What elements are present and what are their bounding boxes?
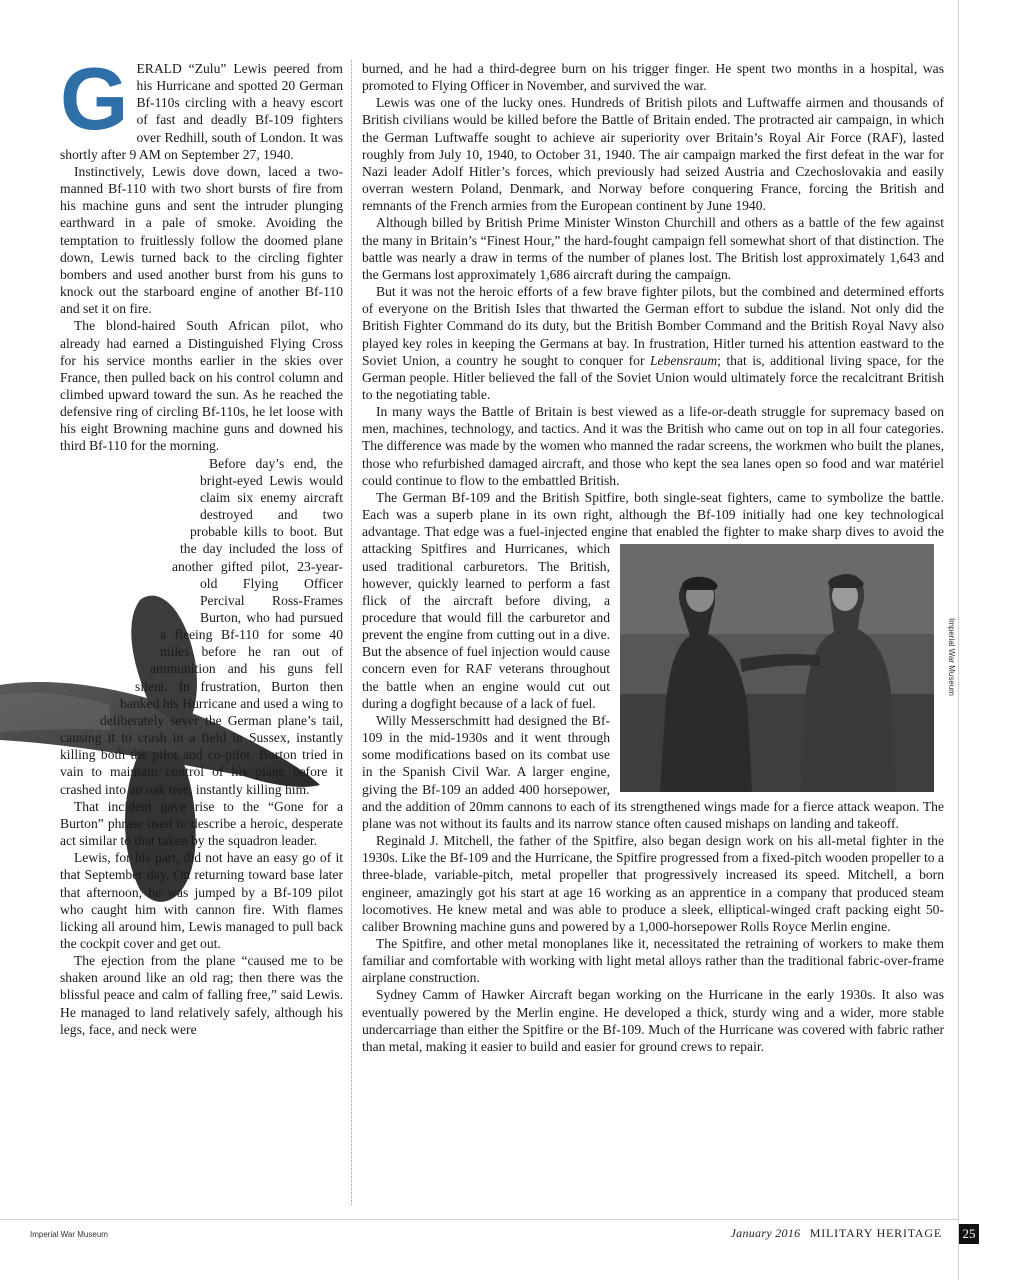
article-paragraph-13: The German Bf-109 and the British Spitfire, both single-seat fighters, came to symbolize the battle. Each was a superb plane in its own right, although the Bf-109 initially had one key technological advantage. That edge was a fuel-injected engine that enabled the fighter to make sharp dives to avoid the attacking Spitfires and Hurricanes, Imperial War Museum which used traditional carburetors. The British, however, quickly learned to perform a fast flick of the aircraft before diving, a procedure that would fill the carburetor and prevent the engine from cutting out in a dive. But the absence of fuel injection would cause concern even for RAF veterans throughout the battle when an engine would cut out during a dogfight because of a lack of fuel. — [362, 489, 944, 712]
article-paragraph-12: In many ways the Battle of Britain is best viewed as a life-or-death struggle for supremacy based on men, machines, technology, and tactics. And it was the British who came out on top in all four categories. The difference was made by the women who manned the radar screens, the workmen who built the planes, those who refurbished damaged aircraft, and those who kept the sea lanes open so food and war matériel could continue to flow to the embattled British. — [362, 404, 944, 488]
article-paragraph-1: GERALD “Zulu” Lewis peered from his Hurricane and spotted 20 German Bf-110s circling with a heavy escort of fast and deadly Bf-109 fighters over Redhill, south of London. It was shortly after 9 AM on September 27, 1940. — [60, 49, 343, 162]
footer-folio — [731, 1226, 942, 1241]
page-number: 25 — [959, 1224, 979, 1244]
article-paragraph-11: But it was not the heroic efforts of a few brave fighter pilots, but the combined and determined efforts of everyone on the British Isles that thwarted the German effort to subdue the island. Not only did the British Fighter Command do its duty, but the British Bomber Command and the British Royal Navy also played key roles in keeping the Germans at bay. In frustration, Hitler turned his attention eastward to the Soviet Union, a country he sought to conquer for Lebensraum; that is, additional living space, for the German people. Hitler believed the fall of the Soviet Union would ultimately force the recalcitrant British to the negotiating table. — [362, 284, 944, 402]
article-paragraph-3: The blond-haired South African pilot, who already had earned a Distinguished Flying Cross for his service months earlier in the skies over France, then pulled back on his control column and climbed upward toward the sun. As he reached the defensive ring of circling Bf-110s, he let loose with his eight Browning machine guns and downed his third Bf-110 for the morning. — [60, 318, 343, 454]
medal-ceremony-photo — [620, 544, 934, 792]
article-paragraph-16: The Spitfire, and other metal monoplanes like it, necessitated the retraining of workers to make them familiar and comfortable with working with light metal alloys rather than the traditional fabric-over-frame airplane construction. — [362, 935, 944, 986]
article-paragraph-2: Instinctively, Lewis dove down, laced a two-manned Bf-110 with two short bursts of fire from his machine guns and sent the intruder plunging earthward in a pale of smoke. Avoiding the temptation to fruitlessly follow the doomed plane down, Lewis turned back to the circling fighter bombers and used another burst from his guns to knock out the starboard engine of another Bf-110 and set it on fire. — [60, 163, 343, 317]
article-paragraph-10: Although billed by British Prime Minister Winston Churchill and others as a battle of the few against the many in Britain’s “Finest Hour,” the hard-fought campaign fell somewhat short of that distinction. The battle was nearly a draw in terms of the number of planes lost. The British lost approximately 1,643 and the Germans lost approximately 1,686 aircraft during the campaign. — [362, 215, 944, 282]
article-paragraph-6: Lewis, for his part, did not have an easy go of it that September day. On returning toward base later that afternoon, he was jumped by a Bf-109 pilot who caught him with cannon fire. With flames licking all around him, Lewis managed to pull back the cockpit cover and get out. — [60, 850, 343, 951]
footer-rule — [0, 1219, 958, 1220]
article-paragraph-17: Sydney Camm of Hawker Aircraft began working on the Hurricane in the early 1930s. It also was eventually powered by the Merlin engine. He developed a thick, sturdy wing and a wider, more stable undercarriage than either the Spitfire or the Bf-109. Much of the Hurricane was covered with fabric rather than metal, making it easier to build and easier for ground crews to repair. — [362, 987, 944, 1054]
photo-credit: Imperial War Museum — [947, 618, 956, 697]
photo-figure — [620, 544, 956, 792]
right-column — [362, 60, 956, 1055]
dropcap-letter: G — [60, 49, 129, 148]
issue-date: January 2016 — [730, 1226, 801, 1240]
footer-image-credit: Imperial War Museum — [30, 1230, 108, 1239]
article-paragraph-9: Lewis was one of the lucky ones. Hundreds of British pilots and Luftwaffe airmen and thousands of British civilians would be killed before the Battle of Britain ended. The protracted air campaign, in which the German Luftwaffe sought to achieve air superiority over Britain’s Royal Air Force (RAF), lasted roughly from July 10, 1940, to October 31, 1940. The air campaign marked the first defeat in the war for Nazi leader Adolf Hitler’s forces, which previously had seized Austria and Czechoslovakia and easily overran western Poland, Denmark, and Norway before conquering France, forcing the British and remnants of the French armies from the European continent by June 1940. — [362, 95, 944, 214]
article-paragraph-5: That incident gave rise to the “Gone for a Burton” phrase used to describe a heroic, desperate act similar to that taken by the squadron leader. — [60, 798, 343, 849]
article-paragraph-4: Before day’s end, the bright-eyed Lewis would claim six enemy aircraft destroyed and two probable kills to boot. But the day included the loss of another gifted pilot, 23-year-old Flying Officer Percival Ross-Frames Burton, who had pursued a fleeing Bf-110 for some 40 miles before he ran out of ammunition and his guns fell silent. In frustration, Burton then banked his Hurricane and used a wing to deliberately sever the German plane’s tail, causing it to crash in a field in Sussex, instantly killing both the pilot and co-pilot. Burton tried in vain to maintain control of his plane before it crashed into an oak tree, instantly killing him. — [60, 455, 343, 797]
article-paragraph-15: Reginald J. Mitchell, the father of the Spitfire, also began design work on his all-metal fighter in the 1930s. Like the Bf-109 and the Hurricane, the Spitfire progressed from a fixed-pitch wooden propeller to a three-blade, variable-pitch, metal propeller that progressively increased its speed. Mitchell, a born engineer, amazingly got his start at age 16 working as an apprentice in a company that produced steam locomotives. He knew metal and was able to produce a sleek, elliptical-winged craft packing eight 50-caliber Browning machine guns and powered by a 1,000-horsepower Rolls Royce Merlin engine. — [362, 833, 944, 934]
column-divider — [351, 60, 352, 1205]
article-paragraph-7: The ejection from the plane “caused me to be shaken around like an old rag; then there was the blissful peace and calm of falling free,” said Lewis. He managed to land relatively safely, although his legs, face, and neck were — [60, 953, 343, 1037]
article-paragraph-8: burned, and he had a third-degree burn on his trigger finger. He spent two months in a hospital, was promoted to Flying Officer in November, and survived the war. — [362, 61, 944, 94]
article-paragraph-14: Willy Messerschmitt had designed the Bf-109 in the mid-1930s and it went through some modifications based on its combat use in the Spanish Civil War. A larger engine, giving the Bf-109 an added 400 horsepower, and the addition of 20mm cannons to each of its strengthened wings made for a fierce attack weapon. The plane was not without its faults and its narrow stance often caused mishaps on landing and takeoff. — [362, 712, 944, 831]
left-column — [60, 49, 343, 1038]
magazine-name: MILITARY HERITAGE — [809, 1226, 942, 1240]
